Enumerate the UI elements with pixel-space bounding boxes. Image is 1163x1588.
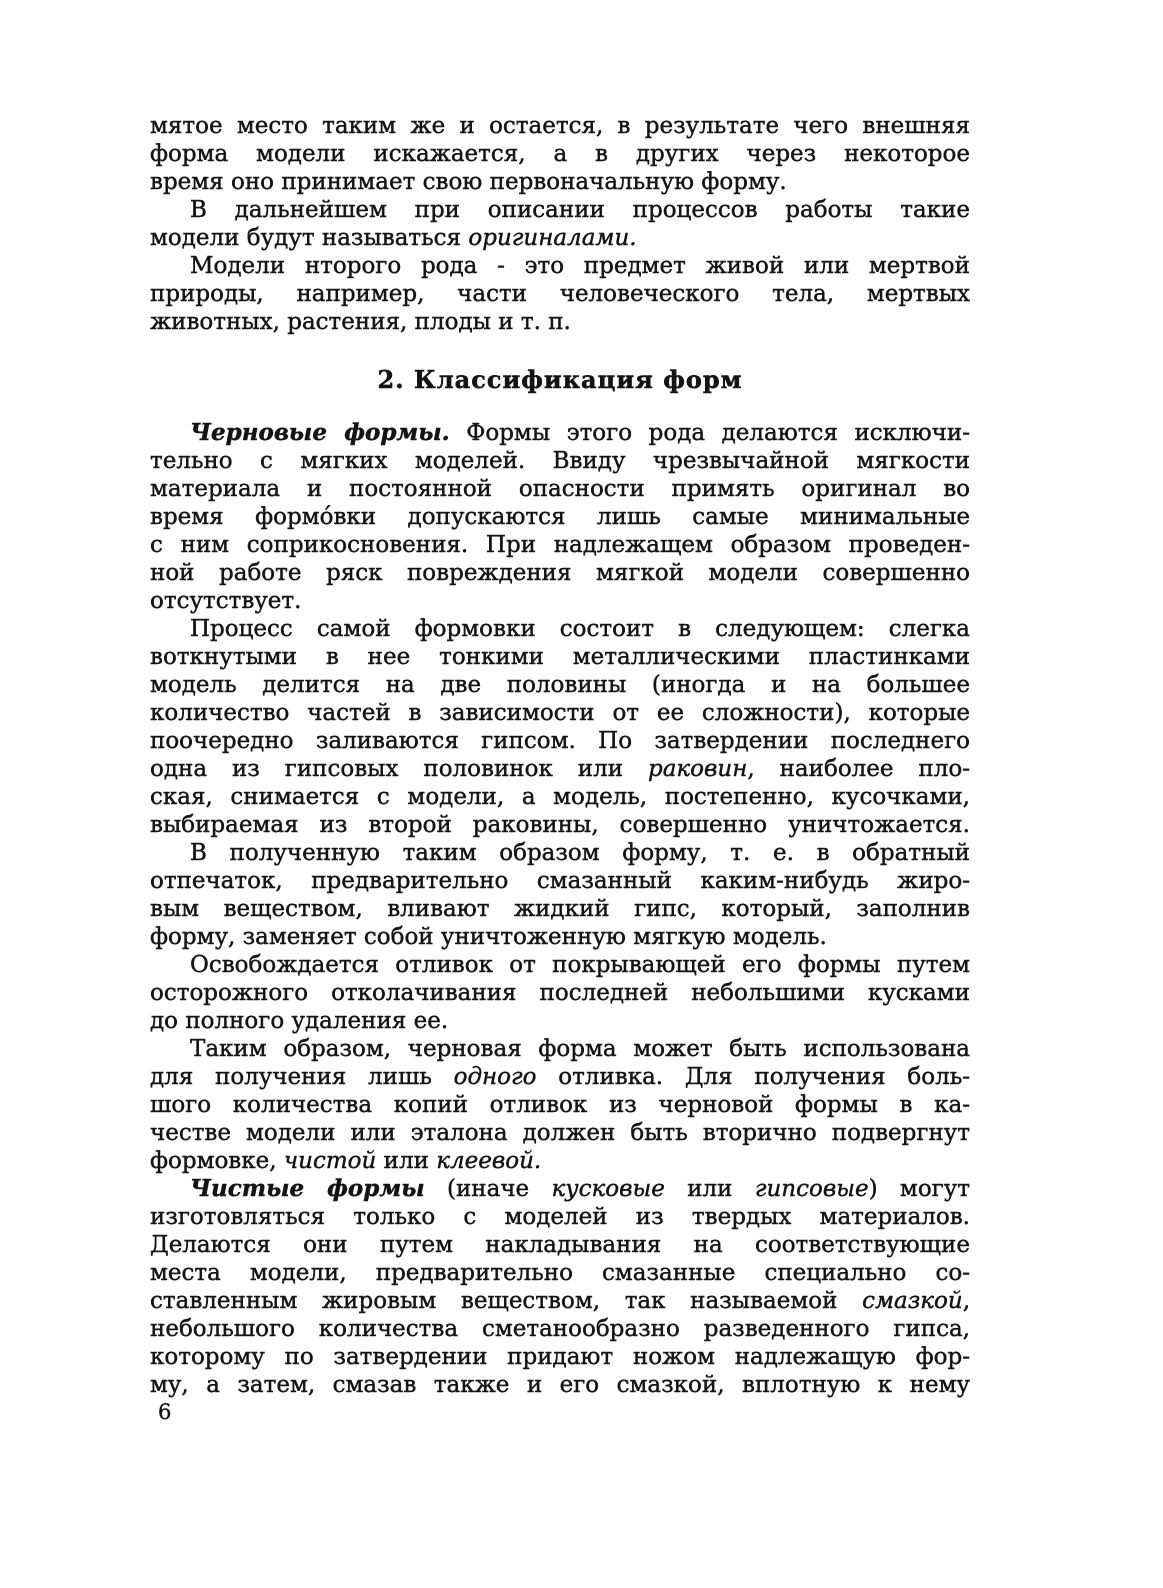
body-text: животных, растения, плоды и т. п. — [150, 309, 571, 335]
body-text: честве модели или эталона должен быть вторично подвергнут — [150, 1120, 970, 1146]
section-heading: 2. Классификация форм — [377, 365, 743, 394]
text-line — [150, 783, 970, 811]
text-line — [150, 1119, 970, 1147]
body-text: отсутствует. — [150, 588, 302, 614]
text-line — [150, 168, 970, 196]
body-text: одна из гипсовых половинок или — [150, 756, 648, 782]
body-text: ская, снимается с модели, а модель, постепенно, кусочками, — [150, 784, 970, 810]
text-line — [150, 559, 970, 587]
body-text: модели будут называться — [150, 225, 469, 251]
text-line — [150, 1063, 970, 1091]
body-text: Формы этого рода делаются исключи- — [449, 420, 970, 446]
body-text: Процесс самой формовки состоит в следующем: слегка — [190, 616, 970, 642]
text-line — [150, 671, 970, 699]
text-line — [150, 1175, 970, 1203]
body-text: ной работе ряск повреждения мягкой модели совершенно — [150, 560, 970, 586]
body-text: ) могут — [868, 1176, 970, 1202]
text-line — [150, 112, 970, 140]
body-text: для получения лишь — [150, 1064, 454, 1090]
emphasized-text: чистой — [283, 1148, 377, 1174]
body-text: Освобождается отливок от покрывающей его формы путем — [190, 952, 970, 978]
body-text: отливка. Для получения боль- — [536, 1064, 970, 1090]
text-line — [150, 1035, 970, 1063]
page-number: 6 — [158, 1400, 172, 1424]
text-line — [150, 979, 970, 1007]
body-text: осторожного отколачивания последней небольшими кусками — [150, 980, 970, 1006]
text-line — [150, 1287, 970, 1315]
text-flow — [150, 112, 970, 1399]
body-text: ставленным жировым веществом, так называемой — [150, 1288, 863, 1314]
text-line — [150, 867, 970, 895]
emphasized-text: Чистые формы — [190, 1175, 425, 1202]
text-line — [150, 923, 970, 951]
body-text: Модели нторого рода - это предмет живой или мертвой — [190, 253, 970, 279]
body-text: время оно принимает свою первоначальную форму. — [150, 169, 787, 195]
emphasized-text: оригиналами. — [468, 225, 637, 251]
text-line — [150, 699, 970, 727]
text-line — [150, 951, 970, 979]
body-text: которому по затвердении придают ножом надлежащую фор- — [150, 1344, 970, 1370]
body-text: небольшого количества сметанообразно разведенного гипса, — [150, 1316, 970, 1342]
emphasized-text: Черновые формы. — [190, 419, 450, 446]
body-text: изготовляться только с моделей из твердых материалов. — [150, 1204, 970, 1230]
text-line — [150, 419, 970, 447]
body-text: Таким образом, черновая форма может быть использована — [190, 1036, 970, 1062]
text-line — [150, 1343, 970, 1371]
body-text: до полного удаления ее. — [150, 1008, 449, 1034]
emphasized-text: смазкой — [862, 1288, 963, 1314]
text-line — [150, 1007, 970, 1035]
body-text: отпечаток, предварительно смазанный каким-нибудь жиро- — [150, 868, 970, 894]
body-text: форма модели искажается, а в других через некоторое — [150, 141, 970, 167]
text-line — [150, 531, 970, 559]
body-text: (иначе — [424, 1176, 552, 1202]
emphasized-text: гипсовые — [754, 1176, 869, 1202]
text-line — [150, 839, 970, 867]
text-line — [150, 447, 970, 475]
body-text: с ним соприкосновения. При надлежащем образом проведен- — [150, 532, 970, 558]
text-line — [150, 1371, 970, 1399]
text-line — [150, 252, 970, 280]
body-text: шого количества копий отливок из черновой формы в ка- — [150, 1092, 970, 1118]
text-line — [150, 615, 970, 643]
body-text: В полученную таким образом форму, т. е. в обратный — [190, 840, 970, 866]
text-line — [150, 1315, 970, 1343]
text-line — [150, 1091, 970, 1119]
body-text: природы, например, части человеческого тела, мертвых — [150, 281, 970, 307]
text-line — [150, 224, 970, 252]
body-text: воткнутыми в нее тонкими металлическими пластинками — [150, 644, 970, 670]
body-text: или — [664, 1176, 755, 1202]
body-text: материала и постоянной опасности примять оригинал во — [150, 476, 970, 502]
text-line — [150, 895, 970, 923]
text-line — [150, 280, 970, 308]
text-line — [150, 587, 970, 615]
body-text: форму, заменяет собой уничтоженную мягкую модель. — [150, 924, 827, 950]
body-text: Делаются они путем накладывания на соответствующие — [150, 1232, 970, 1258]
body-text: вым веществом, вливают жидкий гипс, который, заполнив — [150, 896, 970, 922]
text-line — [150, 140, 970, 168]
text-line — [150, 475, 970, 503]
text-line — [150, 755, 970, 783]
body-text: В дальнейшем при описании процессов работы такие — [190, 197, 970, 223]
text-line — [150, 196, 970, 224]
emphasized-text: кусковые — [551, 1176, 665, 1202]
body-text: , — [962, 1288, 970, 1314]
body-text: тельно с мягких моделей. Ввиду чрезвычайной мягкости — [150, 448, 970, 474]
emphasized-text: раковин — [647, 756, 748, 782]
body-text: му, а затем, смазав также и его смазкой, вплотную к нему — [150, 1372, 970, 1398]
text-line — [150, 1203, 970, 1231]
body-text: количество частей в зависимости от ее сложности), которые — [150, 700, 970, 726]
text-line — [150, 308, 970, 336]
body-text: места модели, предварительно смазанные специально со- — [150, 1260, 970, 1286]
body-text: формовке, — [150, 1148, 284, 1174]
body-text: или — [376, 1148, 437, 1174]
text-line — [150, 1259, 970, 1287]
body-text: модель делится на две половины (иногда и на большее — [150, 672, 970, 698]
text-line — [150, 1147, 970, 1175]
body-text: время формо́вки допускаются лишь самые минимальные — [150, 504, 970, 530]
text-line — [150, 643, 970, 671]
text-line — [150, 727, 970, 755]
body-text: поочередно заливаются гипсом. По затвердении последнего — [150, 728, 970, 754]
emphasized-text: клеевой. — [436, 1148, 542, 1174]
emphasized-text: одного — [453, 1064, 537, 1090]
body-text: мятое место таким же и остается, в результате чего внешняя — [150, 113, 970, 139]
text-line — [150, 1231, 970, 1259]
body-text: выбираемая из второй раковины, совершенно уничтожается. — [150, 812, 970, 838]
text-line — [150, 811, 970, 839]
text-line — [150, 503, 970, 531]
body-text: , наиболее пло- — [747, 756, 970, 782]
